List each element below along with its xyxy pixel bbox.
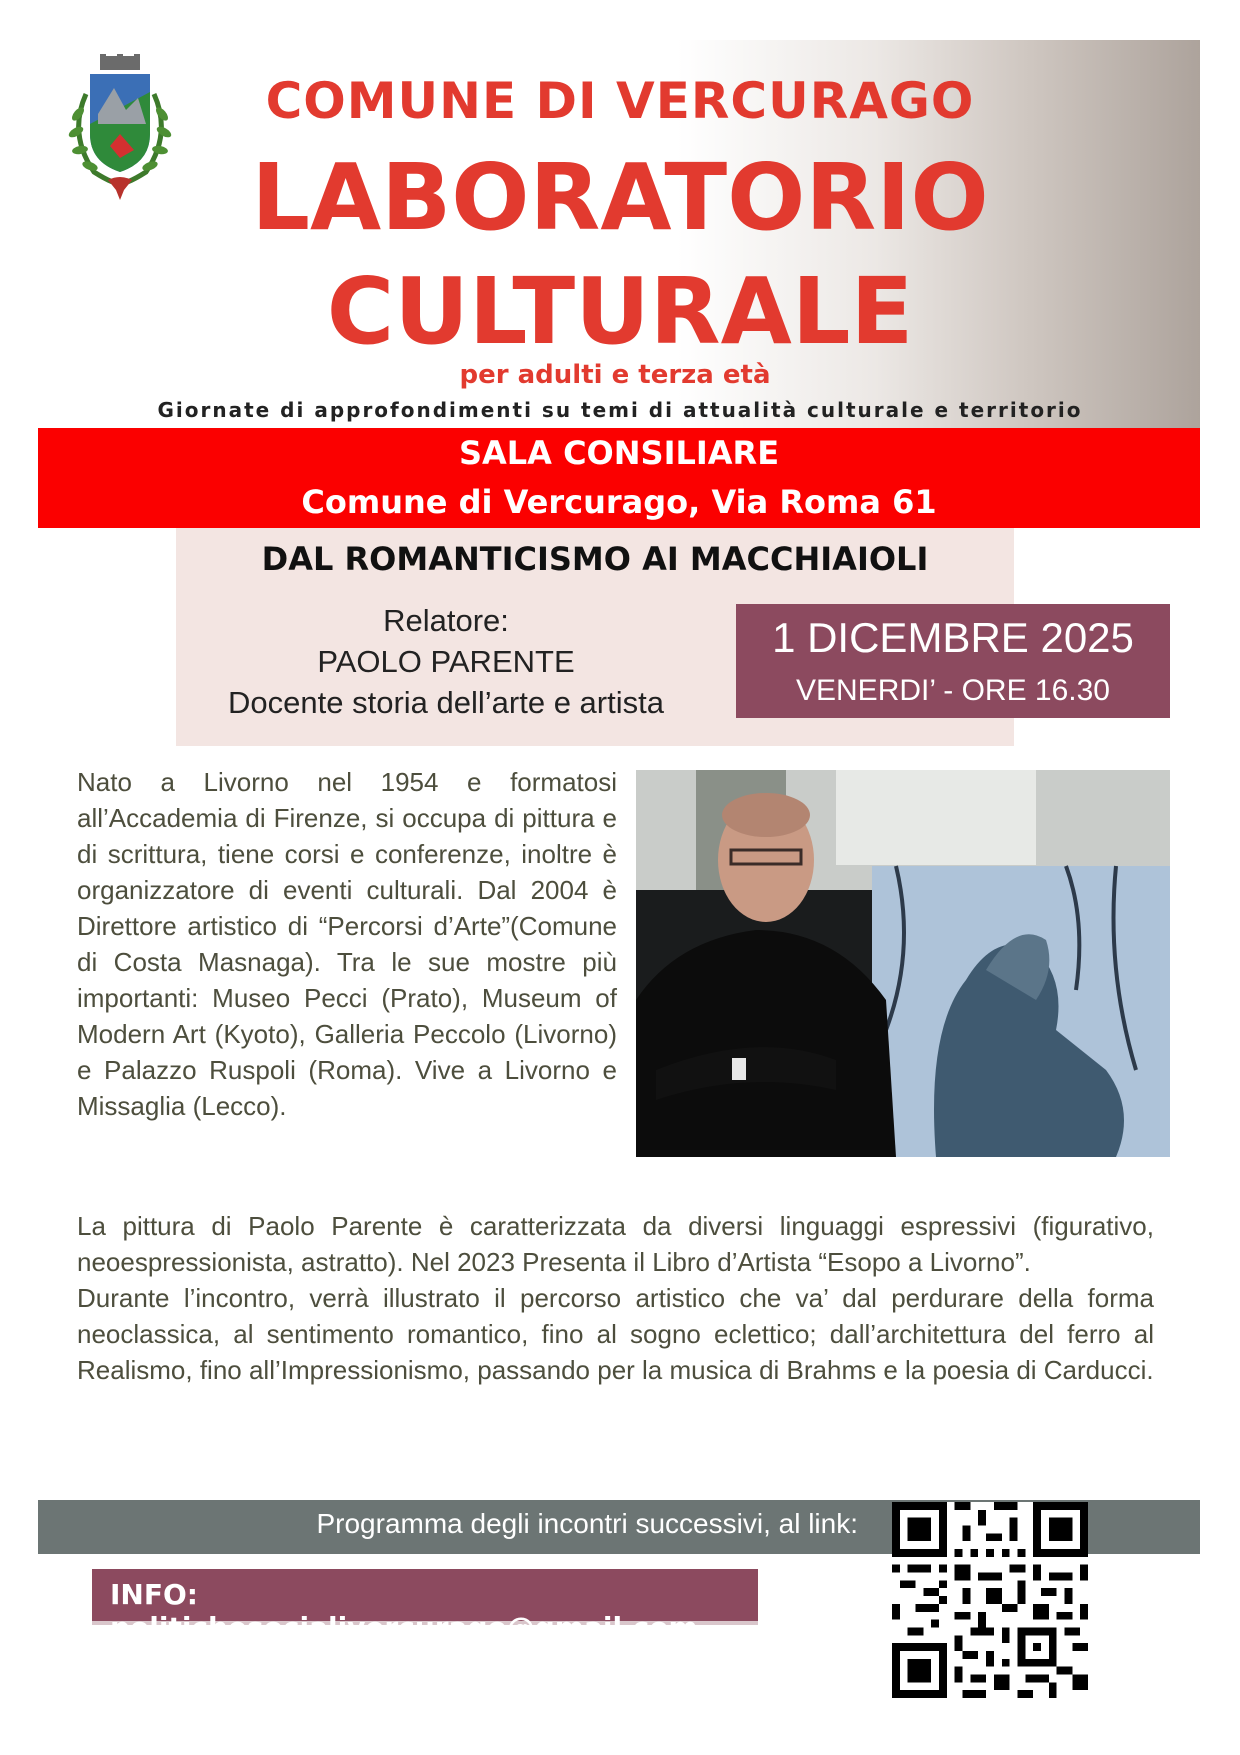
tagline: Giornate di approfondimenti su temi di attualità culturale e territorio <box>157 398 1083 422</box>
venue-address: Comune di Vercurago, Via Roma 61 <box>301 483 937 521</box>
event-date: 1 DICEMBRE 2025 <box>772 614 1134 661</box>
speaker-bio: Nato a Livorno nel 1954 e formatosi all’Accademia di Firenze, si occupa di pittura e di scrittura, tiene corsi e conferenze, inoltre è organizzatore di eventi culturali. Dal 2004 è Direttore artistico di “Percorsi d’Arte”(Comune di Costa Masnaga). Tra le sue mostre più importanti: Museo Pecci (Prato), Museum of Modern Art (Kyoto), Galleria Peccolo (Livorno) e Palazzo Ruspoli (Roma). Vive a Livorno e Missaglia (Lecco). <box>77 767 617 1121</box>
qr-code[interactable] <box>892 1502 1088 1698</box>
speaker-photo <box>636 770 1170 1157</box>
event-title: DAL ROMANTICISMO AI MACCHIAIOLI <box>261 540 929 578</box>
location-band <box>38 428 1200 528</box>
event-description <box>77 1208 1154 1388</box>
venue-name: SALA CONSILIARE <box>458 434 780 472</box>
event-time: VENERDI’ - ORE 16.30 <box>796 674 1110 707</box>
title-line-1: LABORATORIO <box>251 144 989 251</box>
speaker-name: PAOLO PARENTE <box>317 644 575 679</box>
date-box <box>736 604 1170 718</box>
municipality-heading: COMUNE DI VERCURAGO <box>265 72 975 130</box>
subtitle: per adulti e terza età <box>459 360 771 390</box>
program-link-text: Programma degli incontri successivi, al link: <box>316 1508 858 1539</box>
title-line-2: CULTURALE <box>326 258 914 365</box>
description-paragraph-1: La pittura di Paolo Parente è caratterizzata da diversi linguaggi espressivi (figurativo, neoespressionista, astratto). Nel 2023 Presenta il Libro d’Artista “Esopo a Livorno”. <box>77 1211 1154 1277</box>
speaker-role: Docente storia dell’arte e artista <box>228 685 664 720</box>
speaker-label: Relatore: <box>383 603 509 638</box>
description-paragraph-2: Durante l’incontro, verrà illustrato il percorso artistico che va’ dal perdurare della forma neoclassica, al sentimento romantico, fino al sogno eclettico; dall’architettura del ferro al Realismo, fino all’Impressionismo, passando per la musica di Brahms e la poesia di Carducci. <box>77 1283 1154 1385</box>
info-email[interactable]: INFO: politichesocialivercurago@gmail.com <box>110 1578 698 1644</box>
